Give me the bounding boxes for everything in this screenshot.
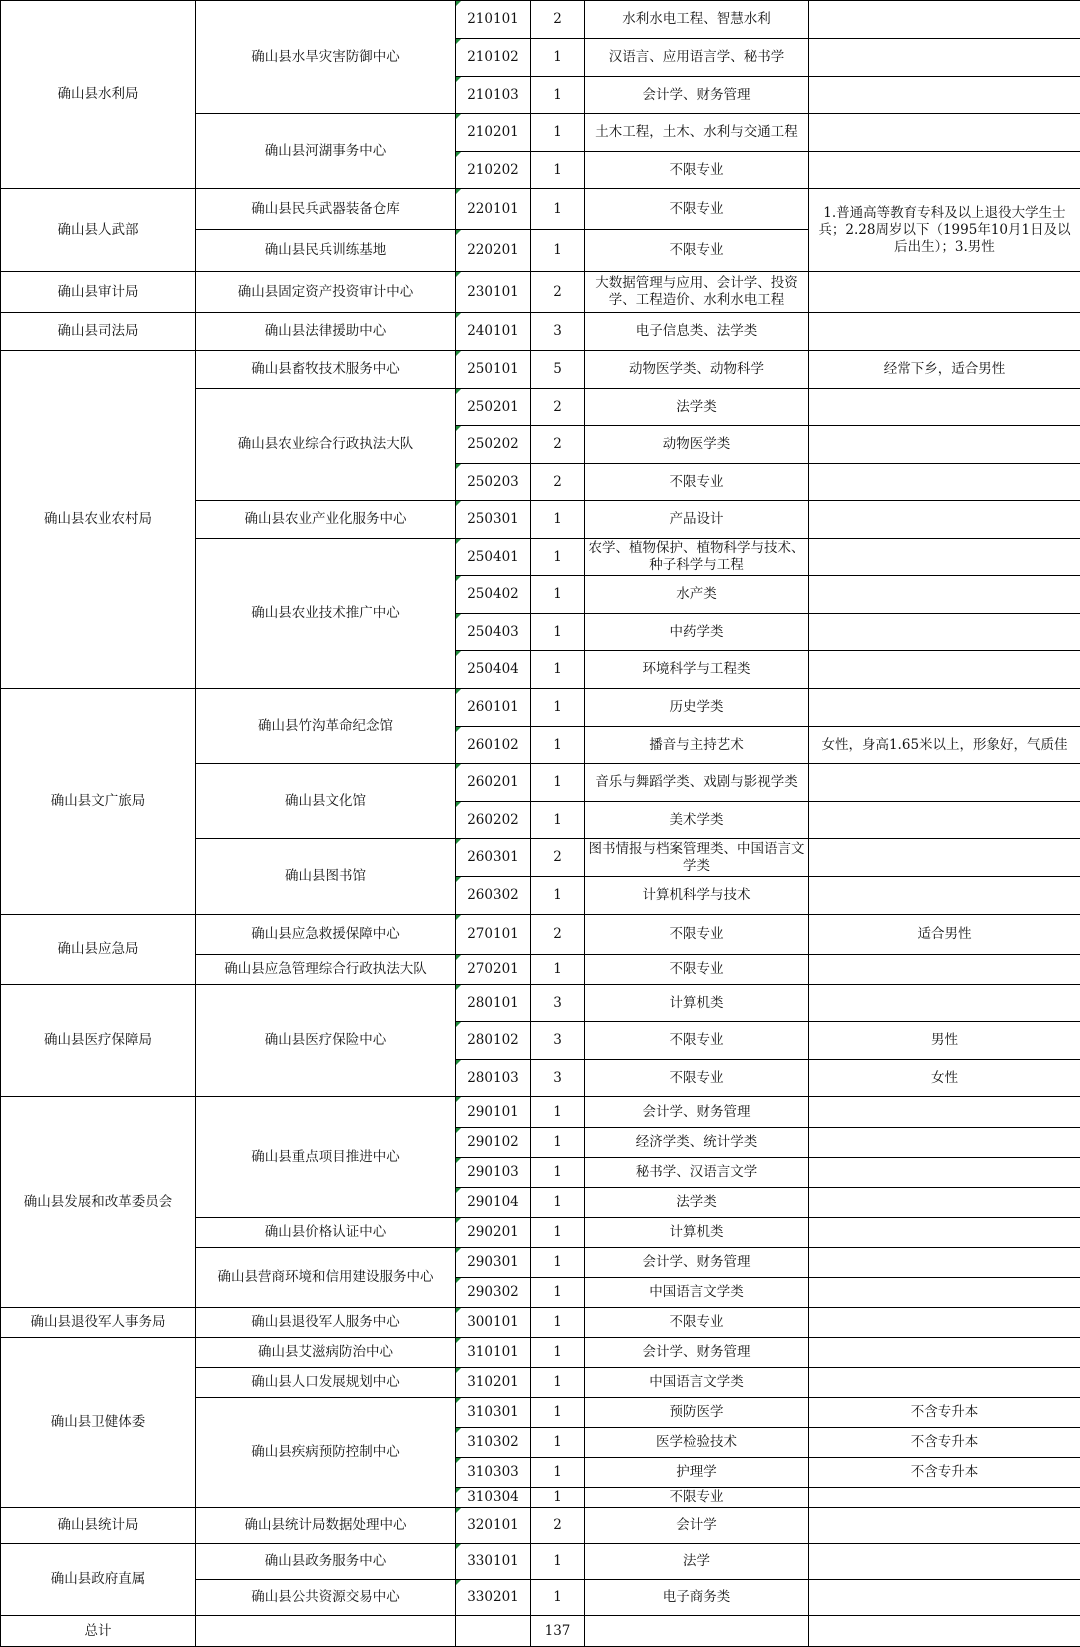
major-cell: 预防医学 bbox=[585, 1398, 809, 1428]
major-cell: 动物医学类 bbox=[585, 426, 809, 464]
position-code-cell: 320101 bbox=[456, 1508, 531, 1544]
unit-cell: 确山县应急管理综合行政执法大队 bbox=[196, 955, 456, 985]
condition-cell bbox=[809, 802, 1080, 839]
condition-cell bbox=[809, 1580, 1080, 1616]
major-cell: 会计学、财务管理 bbox=[585, 1097, 809, 1128]
hiring-count-cell: 2 bbox=[531, 272, 585, 313]
hiring-count-cell: 3 bbox=[531, 985, 585, 1022]
table-row bbox=[1, 985, 1080, 1022]
position-code-cell: 330201 bbox=[456, 1580, 531, 1616]
position-code-cell: 250202 bbox=[456, 426, 531, 464]
unit-cell: 确山县民兵训练基地 bbox=[196, 230, 456, 272]
hiring-count-cell: 2 bbox=[531, 389, 585, 426]
position-code-cell: 250101 bbox=[456, 351, 531, 389]
hiring-count-cell: 1 bbox=[531, 727, 585, 764]
condition-cell: 不含专升本 bbox=[809, 1398, 1080, 1428]
position-code-cell: 310201 bbox=[456, 1368, 531, 1398]
condition-cell: 女性 bbox=[809, 1060, 1080, 1097]
condition-cell bbox=[809, 614, 1080, 651]
table-row bbox=[1, 351, 1080, 389]
unit-cell: 确山县畜牧技术服务中心 bbox=[196, 351, 456, 389]
major-cell: 不限专业 bbox=[585, 1488, 809, 1508]
position-code-cell: 290102 bbox=[456, 1128, 531, 1158]
position-code-cell: 210202 bbox=[456, 152, 531, 189]
major-cell: 医学检验技术 bbox=[585, 1428, 809, 1458]
department-cell: 确山县人武部 bbox=[1, 189, 196, 272]
hiring-count-cell: 2 bbox=[531, 1, 585, 39]
condition-cell bbox=[809, 1158, 1080, 1188]
unit-cell: 确山县价格认证中心 bbox=[196, 1218, 456, 1248]
unit-cell: 确山县固定资产投资审计中心 bbox=[196, 272, 456, 313]
position-code-cell: 280101 bbox=[456, 985, 531, 1022]
unit-cell: 确山县艾滋病防治中心 bbox=[196, 1338, 456, 1368]
major-cell: 法学类 bbox=[585, 1188, 809, 1218]
unit-cell: 确山县图书馆 bbox=[196, 839, 456, 915]
position-code-cell: 250403 bbox=[456, 614, 531, 651]
hiring-count-cell: 1 bbox=[531, 1308, 585, 1338]
hiring-count-cell: 1 bbox=[531, 877, 585, 915]
hiring-count-cell: 1 bbox=[531, 1428, 585, 1458]
hiring-count-cell: 2 bbox=[531, 464, 585, 501]
condition-cell bbox=[809, 877, 1080, 915]
unit-cell: 确山县营商环境和信用建设服务中心 bbox=[196, 1248, 456, 1308]
total-empty-cell bbox=[196, 1616, 456, 1647]
unit-cell: 确山县应急救援保障中心 bbox=[196, 915, 456, 955]
department-cell: 确山县应急局 bbox=[1, 915, 196, 985]
position-code-cell: 290104 bbox=[456, 1188, 531, 1218]
condition-cell bbox=[809, 464, 1080, 501]
major-cell: 经济学类、统计学类 bbox=[585, 1128, 809, 1158]
hiring-count-cell: 1 bbox=[531, 689, 585, 727]
unit-cell: 确山县人口发展规划中心 bbox=[196, 1368, 456, 1398]
major-cell: 计算机科学与技术 bbox=[585, 877, 809, 915]
position-code-cell: 260301 bbox=[456, 839, 531, 877]
condition-cell: 经常下乡，适合男性 bbox=[809, 351, 1080, 389]
position-code-cell: 280102 bbox=[456, 1022, 531, 1060]
hiring-count-cell: 1 bbox=[531, 1158, 585, 1188]
total-count: 137 bbox=[531, 1616, 585, 1647]
unit-cell: 确山县政务服务中心 bbox=[196, 1544, 456, 1580]
unit-cell: 确山县民兵武器装备仓库 bbox=[196, 189, 456, 230]
major-cell: 水利水电工程、智慧水利 bbox=[585, 1, 809, 39]
hiring-count-cell: 2 bbox=[531, 839, 585, 877]
position-code-cell: 250301 bbox=[456, 501, 531, 539]
condition-cell bbox=[809, 1368, 1080, 1398]
hiring-count-cell: 1 bbox=[531, 1128, 585, 1158]
condition-cell: 不含专升本 bbox=[809, 1428, 1080, 1458]
department-cell: 确山县农业农村局 bbox=[1, 351, 196, 689]
position-code-cell: 270101 bbox=[456, 915, 531, 955]
major-cell: 水产类 bbox=[585, 576, 809, 614]
unit-cell: 确山县疾病预防控制中心 bbox=[196, 1398, 456, 1508]
table-row bbox=[1, 1308, 1080, 1338]
position-code-cell: 250402 bbox=[456, 576, 531, 614]
condition-cell bbox=[809, 114, 1080, 152]
condition-cell bbox=[809, 1218, 1080, 1248]
table-row bbox=[1, 189, 1080, 230]
table-row bbox=[1, 1338, 1080, 1368]
major-cell: 不限专业 bbox=[585, 955, 809, 985]
condition-cell bbox=[809, 501, 1080, 539]
total-label: 总计 bbox=[1, 1616, 196, 1647]
department-cell: 确山县退役军人事务局 bbox=[1, 1308, 196, 1338]
hiring-count-cell: 1 bbox=[531, 1278, 585, 1308]
major-cell: 图书情报与档案管理类、中国语言文学类 bbox=[585, 839, 809, 877]
condition-cell bbox=[809, 839, 1080, 877]
condition-cell bbox=[809, 77, 1080, 114]
major-cell: 会计学 bbox=[585, 1508, 809, 1544]
position-code-cell: 310304 bbox=[456, 1488, 531, 1508]
table-row bbox=[1, 1544, 1080, 1580]
major-cell: 法学 bbox=[585, 1544, 809, 1580]
hiring-count-cell: 1 bbox=[531, 1338, 585, 1368]
department-cell: 确山县文广旅局 bbox=[1, 689, 196, 915]
position-code-cell: 270201 bbox=[456, 955, 531, 985]
major-cell: 不限专业 bbox=[585, 189, 809, 230]
major-cell: 计算机类 bbox=[585, 1218, 809, 1248]
hiring-count-cell: 1 bbox=[531, 955, 585, 985]
condition-cell bbox=[809, 689, 1080, 727]
total-row bbox=[1, 1616, 1080, 1647]
major-cell: 中国语言文学类 bbox=[585, 1278, 809, 1308]
unit-cell: 确山县水旱灾害防御中心 bbox=[196, 1, 456, 114]
position-code-cell: 290301 bbox=[456, 1248, 531, 1278]
hiring-count-cell: 1 bbox=[531, 1218, 585, 1248]
position-code-cell: 210101 bbox=[456, 1, 531, 39]
condition-cell bbox=[809, 955, 1080, 985]
unit-cell: 确山县重点项目推进中心 bbox=[196, 1097, 456, 1218]
position-code-cell: 260101 bbox=[456, 689, 531, 727]
major-cell: 不限专业 bbox=[585, 464, 809, 501]
position-code-cell: 260102 bbox=[456, 727, 531, 764]
condition-cell: 女性，身高1.65米以上，形象好，气质佳 bbox=[809, 727, 1080, 764]
major-cell: 环境科学与工程类 bbox=[585, 651, 809, 689]
hiring-count-cell: 1 bbox=[531, 1580, 585, 1616]
position-code-cell: 310303 bbox=[456, 1458, 531, 1488]
table-row bbox=[1, 313, 1080, 351]
condition-cell bbox=[809, 1338, 1080, 1368]
major-cell: 土木工程，土木、水利与交通工程 bbox=[585, 114, 809, 152]
table-row bbox=[1, 1, 1080, 39]
major-cell: 法学类 bbox=[585, 389, 809, 426]
unit-cell: 确山县退役军人服务中心 bbox=[196, 1308, 456, 1338]
condition-cell bbox=[809, 426, 1080, 464]
major-cell: 电子信息类、法学类 bbox=[585, 313, 809, 351]
hiring-count-cell: 1 bbox=[531, 1248, 585, 1278]
condition-cell bbox=[809, 1248, 1080, 1278]
major-cell: 农学、植物保护、植物科学与技术、种子科学与工程 bbox=[585, 539, 809, 576]
major-cell: 中药学类 bbox=[585, 614, 809, 651]
hiring-count-cell: 1 bbox=[531, 764, 585, 802]
hiring-count-cell: 3 bbox=[531, 1060, 585, 1097]
condition-cell bbox=[809, 389, 1080, 426]
hiring-count-cell: 1 bbox=[531, 501, 585, 539]
unit-cell: 确山县农业产业化服务中心 bbox=[196, 501, 456, 539]
condition-cell bbox=[809, 1, 1080, 39]
table-row bbox=[1, 272, 1080, 313]
hiring-count-cell: 1 bbox=[531, 614, 585, 651]
condition-cell bbox=[809, 1097, 1080, 1128]
position-code-cell: 310302 bbox=[456, 1428, 531, 1458]
hiring-count-cell: 2 bbox=[531, 426, 585, 464]
position-code-cell: 290302 bbox=[456, 1278, 531, 1308]
table-row bbox=[1, 1097, 1080, 1128]
unit-cell: 确山县法律援助中心 bbox=[196, 313, 456, 351]
major-cell: 护理学 bbox=[585, 1458, 809, 1488]
position-code-cell: 290201 bbox=[456, 1218, 531, 1248]
hiring-count-cell: 3 bbox=[531, 1022, 585, 1060]
position-code-cell: 260302 bbox=[456, 877, 531, 915]
total-empty-cell bbox=[585, 1616, 809, 1647]
hiring-count-cell: 1 bbox=[531, 1544, 585, 1580]
hiring-count-cell: 1 bbox=[531, 1488, 585, 1508]
condition-cell bbox=[809, 272, 1080, 313]
department-cell: 确山县司法局 bbox=[1, 313, 196, 351]
condition-cell bbox=[809, 764, 1080, 802]
hiring-count-cell: 2 bbox=[531, 1508, 585, 1544]
unit-cell: 确山县河湖事务中心 bbox=[196, 114, 456, 189]
department-cell: 确山县政府直属 bbox=[1, 1544, 196, 1616]
position-code-cell: 250401 bbox=[456, 539, 531, 576]
major-cell: 汉语言、应用语言学、秘书学 bbox=[585, 39, 809, 77]
position-table-body bbox=[1, 1, 1080, 1647]
department-cell: 确山县医疗保障局 bbox=[1, 985, 196, 1097]
hiring-count-cell: 1 bbox=[531, 1398, 585, 1428]
condition-cell bbox=[809, 1488, 1080, 1508]
condition-cell: 1.普通高等教育专科及以上退役大学生士兵；2.28周岁以下（1995年10月1日及以后出生）；3.男性 bbox=[809, 189, 1080, 272]
position-code-cell: 230101 bbox=[456, 272, 531, 313]
hiring-count-cell: 1 bbox=[531, 539, 585, 576]
condition-cell bbox=[809, 1308, 1080, 1338]
major-cell: 不限专业 bbox=[585, 1022, 809, 1060]
position-code-cell: 250203 bbox=[456, 464, 531, 501]
unit-cell: 确山县农业综合行政执法大队 bbox=[196, 389, 456, 501]
position-code-cell: 210102 bbox=[456, 39, 531, 77]
position-code-cell: 310301 bbox=[456, 1398, 531, 1428]
position-code-cell: 210201 bbox=[456, 114, 531, 152]
position-code-cell: 290103 bbox=[456, 1158, 531, 1188]
position-code-cell: 220101 bbox=[456, 189, 531, 230]
position-code-cell: 280103 bbox=[456, 1060, 531, 1097]
department-cell: 确山县卫健体委 bbox=[1, 1338, 196, 1508]
position-code-cell: 300101 bbox=[456, 1308, 531, 1338]
major-cell: 美术学类 bbox=[585, 802, 809, 839]
condition-cell: 男性 bbox=[809, 1022, 1080, 1060]
department-cell: 确山县统计局 bbox=[1, 1508, 196, 1544]
table-row bbox=[1, 689, 1080, 727]
major-cell: 不限专业 bbox=[585, 1308, 809, 1338]
hiring-count-cell: 1 bbox=[531, 651, 585, 689]
hiring-count-cell: 2 bbox=[531, 915, 585, 955]
unit-cell: 确山县竹沟革命纪念馆 bbox=[196, 689, 456, 764]
department-cell: 确山县发展和改革委员会 bbox=[1, 1097, 196, 1308]
major-cell: 不限专业 bbox=[585, 915, 809, 955]
condition-cell: 适合男性 bbox=[809, 915, 1080, 955]
unit-cell: 确山县统计局数据处理中心 bbox=[196, 1508, 456, 1544]
major-cell: 会计学、财务管理 bbox=[585, 1248, 809, 1278]
hiring-count-cell: 1 bbox=[531, 39, 585, 77]
major-cell: 不限专业 bbox=[585, 1060, 809, 1097]
hiring-count-cell: 1 bbox=[531, 189, 585, 230]
position-code-cell: 210103 bbox=[456, 77, 531, 114]
major-cell: 电子商务类 bbox=[585, 1580, 809, 1616]
major-cell: 动物医学类、动物科学 bbox=[585, 351, 809, 389]
condition-cell bbox=[809, 651, 1080, 689]
hiring-count-cell: 1 bbox=[531, 576, 585, 614]
hiring-count-cell: 1 bbox=[531, 1368, 585, 1398]
position-code-cell: 260201 bbox=[456, 764, 531, 802]
major-cell: 会计学、财务管理 bbox=[585, 1338, 809, 1368]
position-code-cell: 220201 bbox=[456, 230, 531, 272]
department-cell: 确山县审计局 bbox=[1, 272, 196, 313]
unit-cell: 确山县文化馆 bbox=[196, 764, 456, 839]
major-cell: 中国语言文学类 bbox=[585, 1368, 809, 1398]
position-code-cell: 250404 bbox=[456, 651, 531, 689]
hiring-count-cell: 1 bbox=[531, 152, 585, 189]
condition-cell bbox=[809, 1508, 1080, 1544]
condition-cell bbox=[809, 1188, 1080, 1218]
unit-cell: 确山县医疗保险中心 bbox=[196, 985, 456, 1097]
position-code-cell: 260202 bbox=[456, 802, 531, 839]
unit-cell: 确山县公共资源交易中心 bbox=[196, 1580, 456, 1616]
hiring-count-cell: 1 bbox=[531, 77, 585, 114]
position-code-cell: 250201 bbox=[456, 389, 531, 426]
hiring-count-cell: 1 bbox=[531, 114, 585, 152]
condition-cell bbox=[809, 152, 1080, 189]
hiring-count-cell: 3 bbox=[531, 313, 585, 351]
hiring-count-cell: 5 bbox=[531, 351, 585, 389]
condition-cell bbox=[809, 576, 1080, 614]
major-cell: 会计学、财务管理 bbox=[585, 77, 809, 114]
condition-cell bbox=[809, 1278, 1080, 1308]
major-cell: 计算机类 bbox=[585, 985, 809, 1022]
condition-cell bbox=[809, 39, 1080, 77]
total-empty-cell bbox=[809, 1616, 1080, 1647]
condition-cell bbox=[809, 985, 1080, 1022]
major-cell: 不限专业 bbox=[585, 152, 809, 189]
major-cell: 产品设计 bbox=[585, 501, 809, 539]
position-code-cell: 240101 bbox=[456, 313, 531, 351]
condition-cell: 不含专升本 bbox=[809, 1458, 1080, 1488]
hiring-count-cell: 1 bbox=[531, 1097, 585, 1128]
condition-cell bbox=[809, 539, 1080, 576]
hiring-count-cell: 1 bbox=[531, 802, 585, 839]
major-cell: 大数据管理与应用、会计学、投资学、工程造价、水利水电工程 bbox=[585, 272, 809, 313]
major-cell: 音乐与舞蹈学类、戏剧与影视学类 bbox=[585, 764, 809, 802]
table-row bbox=[1, 1508, 1080, 1544]
hiring-count-cell: 1 bbox=[531, 1458, 585, 1488]
condition-cell bbox=[809, 313, 1080, 351]
total-empty-cell bbox=[456, 1616, 531, 1647]
position-code-cell: 330101 bbox=[456, 1544, 531, 1580]
major-cell: 不限专业 bbox=[585, 230, 809, 272]
hiring-count-cell: 1 bbox=[531, 230, 585, 272]
major-cell: 历史学类 bbox=[585, 689, 809, 727]
condition-cell bbox=[809, 1544, 1080, 1580]
position-code-cell: 310101 bbox=[456, 1338, 531, 1368]
unit-cell: 确山县农业技术推广中心 bbox=[196, 539, 456, 689]
department-cell: 确山县水利局 bbox=[1, 1, 196, 189]
condition-cell bbox=[809, 1128, 1080, 1158]
major-cell: 播音与主持艺术 bbox=[585, 727, 809, 764]
position-code-cell: 290101 bbox=[456, 1097, 531, 1128]
table-row bbox=[1, 915, 1080, 955]
major-cell: 秘书学、汉语言文学 bbox=[585, 1158, 809, 1188]
hiring-count-cell: 1 bbox=[531, 1188, 585, 1218]
